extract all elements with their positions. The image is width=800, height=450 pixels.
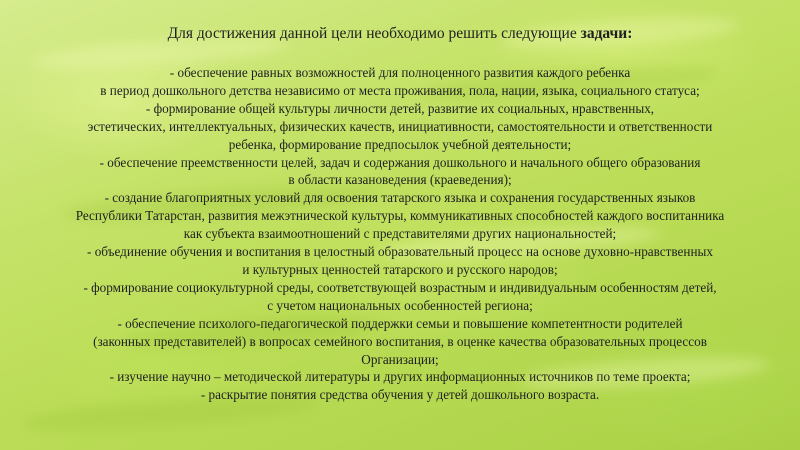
task-line: - формирование общей культуры личности детей, развитие их социальных, нравственных, — [145, 100, 655, 116]
task-line: в области казановедения (краеведения); — [288, 172, 512, 188]
task-line: как субъекта взаимоотношений с представителями других национальностей; — [183, 226, 617, 242]
task-line: с учетом национальных особенностей региона; — [267, 297, 533, 313]
task-line: - формирование социокультурной среды, соответствующей возрастным и индивидуальным особенностям детей, — [83, 279, 717, 295]
task-line: и культурных ценностей татарского и русского народов; — [242, 261, 558, 277]
task-line: в период дошкольного детства независимо от места проживания, пола, нации, языка, социального статуса; — [100, 82, 700, 98]
task-line: Организации; — [361, 351, 439, 367]
task-line: - раскрытие понятия средства обучения у детей дошкольного возраста. — [200, 387, 600, 403]
heading-text: Для достижения данной цели необходимо решить следующие — [167, 25, 581, 42]
task-line: - создание благоприятных условий для освоения татарского языка и сохранения государственных языков — [104, 190, 696, 206]
slide-heading — [40, 24, 760, 44]
task-line: (законных представителей) в вопросах семейного воспитания, в оценке качества образовательных процессов — [93, 333, 707, 349]
heading-accent: задачи: — [580, 25, 633, 42]
task-line: эстетических, интеллектуальных, физических качеств, инициативности, самостоятельности и ответственности — [87, 118, 713, 134]
task-line: - обеспечение преемственности целей, задач и содержания дошкольного и начального общего образования — [99, 154, 701, 170]
task-line: - обеспечение психолого-педагогической поддержки семьи и повышение компетентности родителей — [117, 315, 683, 331]
task-line: ребенка, формирование предпосылок учебной деятельности; — [228, 136, 572, 152]
task-line: - объединение обучения и воспитания в целостный образовательный процесс на основе духовно-нравственных — [87, 244, 713, 260]
slide-content — [40, 24, 760, 404]
task-line: - изучение научно – методической литературы и других информационных источников по теме проекта; — [109, 369, 691, 385]
task-line: - обеспечение равных возможностей для полноценного развития каждого ребенка — [169, 65, 631, 80]
task-list — [40, 64, 760, 404]
task-line: Республики Татарстан, развития межэтнической культуры, коммуникативных способностей каждого воспитанника — [75, 208, 725, 224]
